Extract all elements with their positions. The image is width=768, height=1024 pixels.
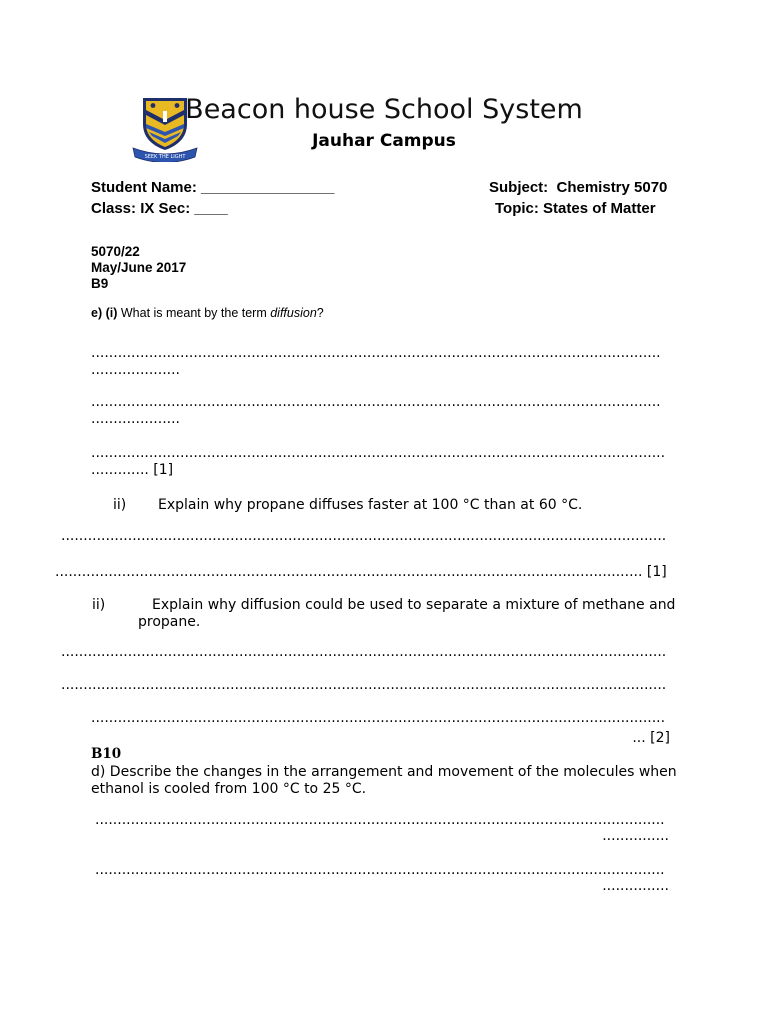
campus-name: Jauhar Campus: [312, 131, 456, 151]
topic-label: Topic: States of Matter: [495, 200, 656, 217]
question-text: d) Describe the changes in the arrangement and movement of the molecules when: [91, 764, 677, 780]
question-number: B9: [91, 276, 109, 291]
question-text: ethanol is cooled from 100 °C to 25 °C.: [91, 781, 367, 797]
question-text: propane.: [138, 614, 201, 630]
paper-session: May/June 2017: [91, 260, 187, 275]
answer-line: ....................: [91, 362, 181, 378]
answer-line-with-marks: ............. [1]: [91, 462, 174, 478]
subject-label: Subject: Chemistry 5070: [489, 179, 668, 196]
answer-line: ................................................................................................................................: [95, 812, 665, 828]
answer-line: .................................................................................................................................: [91, 710, 666, 726]
question-label: ii): [113, 497, 127, 513]
answer-line: ....................: [91, 411, 181, 427]
question-label: e) (i): [91, 306, 118, 320]
answer-line: ........................................................................................................................................: [61, 528, 667, 544]
question-end: ?: [316, 306, 324, 320]
question-text: Explain why propane diffuses faster at 100 °C than at 60 °C.: [158, 497, 583, 513]
paper-code: 5070/22: [91, 244, 140, 259]
answer-line: ........................................................................................................................................: [61, 644, 667, 660]
answer-line: .................................................................................................................................: [91, 445, 666, 461]
question-number: B10: [91, 746, 122, 762]
question-text: Explain why diffusion could be used to separate a mixture of methane and: [152, 597, 676, 613]
answer-line: ........................................................................................................................................: [61, 677, 667, 693]
question-e-i: [91, 305, 324, 321]
question-term: diffusion: [270, 306, 317, 320]
class-section-field: Class: IX Sec: ____: [91, 200, 228, 217]
answer-line-with-marks: ... [2]: [632, 730, 670, 746]
student-name-field: Student Name: ________________: [91, 179, 335, 196]
answer-line-with-marks: .................................................................................................................................... [1]: [55, 564, 667, 580]
question-label: ii): [92, 597, 106, 613]
answer-line: ................................................................................................................................: [91, 394, 661, 410]
answer-line: ................................................................................................................................: [95, 862, 665, 878]
answer-line: ................................................................................................................................: [91, 345, 661, 361]
question-text: What is meant by the term: [117, 306, 271, 320]
answer-line: ...............: [602, 828, 669, 844]
school-name: Beacon house School System: [185, 94, 583, 125]
answer-line: ...............: [602, 878, 669, 894]
logo-motto: SEEK THE LIGHT: [144, 154, 186, 160]
